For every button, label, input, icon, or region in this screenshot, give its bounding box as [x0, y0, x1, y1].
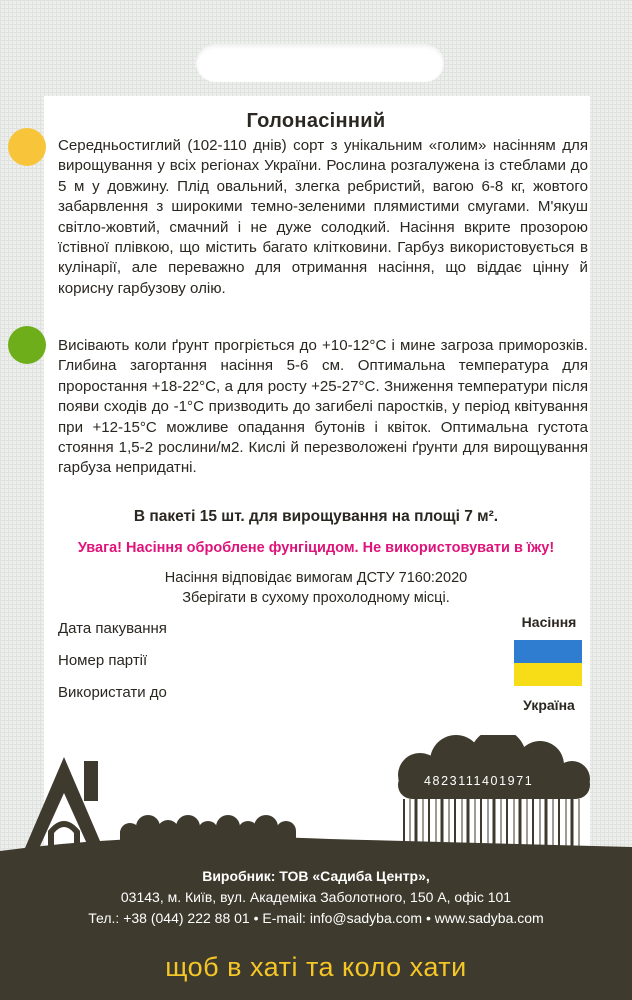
fungicide-warning: Увага! Насіння оброблене фунгіцидом. Не використовувати в їжу!: [77, 540, 555, 556]
manufacturer-info: [0, 866, 632, 929]
hang-hole: [196, 44, 444, 82]
barcode-number: 4823111401971: [424, 774, 534, 788]
house-icon: [22, 757, 106, 855]
maker-name: Виробник: ТОВ «Садиба Центр»,: [202, 868, 430, 884]
flag-blue-stripe: [514, 640, 582, 663]
use-by-label: Використати до: [58, 684, 167, 701]
seed-origin-label: Насіння: [521, 614, 577, 630]
maker-contacts: Тел.: +38 (044) 222 88 01 • E-mail: info@sadyba.com • www.sadyba.com: [88, 910, 544, 926]
storage-line: Зберігати в сухому прохолодному місці.: [182, 590, 450, 606]
standard-info: [0, 568, 632, 608]
brand-slogan: щоб в хаті та коло хати: [165, 952, 467, 982]
product-title: Голонасінний: [246, 110, 386, 132]
package-info: В пакеті 15 шт. для вирощування на площі 7 м².: [133, 508, 499, 525]
standard-line: Насіння відповідає вимогам ДСТУ 7160:2020: [164, 570, 468, 586]
country-label: Україна: [523, 697, 575, 713]
sun-dot-icon: [8, 128, 46, 166]
batch-label: Номер партії: [58, 652, 148, 669]
sowing-text: Висівають коли ґрунт прогріється до +10-12°С і мине загроза приморозків. Глибина загортання насіння 5-6 см. Оптимальна температура для проростання +18-22°С, а для росту +25-27°С. Зниження температури після появи сходів до -1°С призводить до загибелі паростків, у період квітування при +12-15°С можливе опадання бутонів і квіток. Оптимальна густота стояння 1,5-2 рослини/м2. Кислі й перезволожені ґрунти для вирощування гарбуза непридатні.: [58, 337, 588, 477]
maker-address: 03143, м. Київ, вул. Академіка Заболотного, 150 А, офіс 101: [120, 889, 512, 905]
cloud-icon: [398, 735, 590, 799]
flag-yellow-stripe: [514, 663, 582, 686]
ukraine-flag-icon: [514, 640, 582, 686]
pack-date-label: Дата пакування: [58, 620, 167, 637]
leaf-dot-icon: [8, 326, 46, 364]
description-text: Середньостиглий (102-110 днів) сорт з унікальним «голим» насінням для вирощування у всіх регіонах України. Рослина розгалужена із стеблами до 5 м у довжину. Плід овальний, злегка ребристий, вагою 6-8 кг, жовтого забарвлення з широкими темно-зеленими плямистими смугами. М'якуш світло-жовтий, смачний і не дуже солодкий. Насіння вкрите прозорою їстівної плівкою, що містить багато клітковини. Гарбуз використовується в кулінарії, але переважно для отримання насіння, що віддає цінну й корисну гарбузову олію.: [58, 137, 588, 297]
